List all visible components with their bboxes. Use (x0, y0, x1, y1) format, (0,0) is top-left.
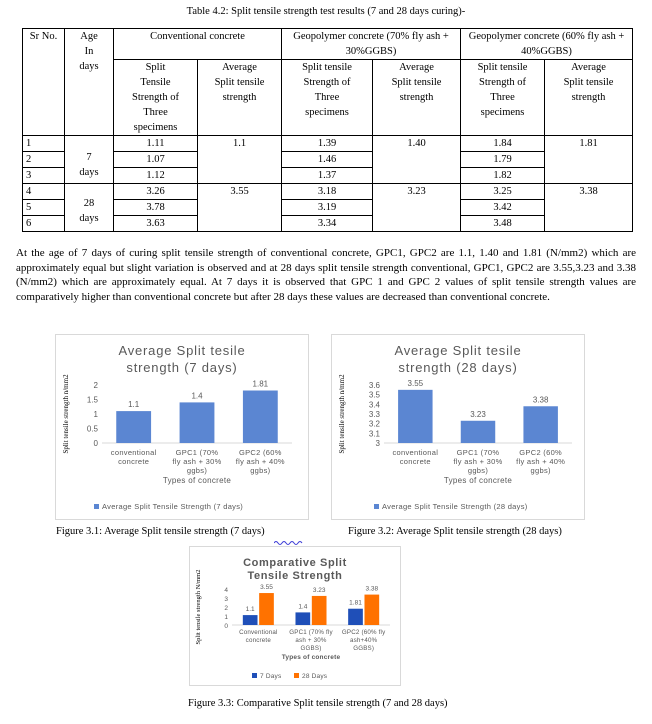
cell-gpc1: 1.39 (282, 136, 373, 152)
cell-age-28: 28 days (65, 184, 114, 232)
data-label: 3.38 (365, 585, 379, 593)
category-label: conventional (110, 448, 157, 457)
legend-entry: 28 Days (302, 673, 328, 680)
y-tick-label: 3.1 (368, 429, 380, 439)
y-tick-label: 3.3 (368, 410, 380, 419)
bar (259, 593, 274, 625)
y-axis-label: Split tensile strength n/mm2 (338, 374, 346, 454)
category-label: GPC2 (60% fly (341, 629, 386, 636)
chart-7-days-svg (56, 335, 308, 519)
bar (364, 595, 379, 625)
chart-title: Average Split tesile (394, 343, 522, 358)
table-row (23, 216, 633, 232)
category-label: GPC1 (70% fly (289, 629, 333, 636)
table-row (23, 152, 633, 168)
legend-entry: Average Split Tensile Strength (7 days) (102, 502, 244, 511)
legend-swatch (374, 504, 379, 509)
table-row (23, 184, 633, 200)
data-label: 3.38 (532, 395, 549, 405)
chart-7-days (55, 334, 309, 520)
category-label: GPC1 (70% (456, 448, 500, 457)
category-label: GPC2 (60% (519, 448, 563, 457)
y-tick-label: 2 (93, 381, 98, 390)
category-label: ggbs) (250, 466, 271, 475)
data-label: 3.23 (312, 586, 326, 594)
figure-caption-3: Figure 3.3: Comparative Split tensile strength (7 and 28 days) (188, 698, 448, 709)
cell-sr: 4 (23, 184, 65, 200)
cell-conv: 1.12 (114, 168, 198, 184)
data-label: 3.23 (470, 409, 486, 419)
chart-title: Tensile Strength (247, 570, 343, 582)
cell-avg-conv: 3.55 (198, 184, 282, 232)
data-label: 1.4 (191, 391, 203, 401)
category-label: GPC2 (60% (238, 448, 282, 457)
cell-avg-conv: 1.1 (198, 136, 282, 184)
cell-sr: 1 (23, 136, 65, 152)
bar (243, 391, 278, 443)
bar (523, 406, 557, 443)
cell-gpc2: 1.84 (461, 136, 545, 152)
y-tick-label: 3.5 (368, 390, 380, 400)
bar (243, 615, 258, 625)
cell-conv: 3.78 (114, 200, 198, 216)
results-table (22, 28, 633, 232)
bar (180, 402, 215, 443)
table-row (23, 168, 633, 184)
chart-comparative-svg (190, 547, 400, 685)
y-tick-label: 3.6 (368, 381, 380, 390)
y-tick-label: 1 (224, 614, 228, 621)
header-age: Age In days (65, 29, 114, 136)
category-label: concrete (399, 457, 431, 466)
data-label: 1.1 (128, 400, 140, 410)
cell-sr: 5 (23, 200, 65, 216)
category-label: GPC1 (70% (175, 448, 219, 457)
legend-swatch (252, 673, 257, 678)
category-label: ash+40% (349, 637, 378, 644)
y-tick-label: 3.4 (368, 400, 380, 410)
cell-sr: 2 (23, 152, 65, 168)
category-label: concrete (245, 637, 272, 644)
header-gpc1: Geopolymer concrete (70% fly ash + 30%GGBS) (282, 29, 461, 60)
cell-gpc2: 3.25 (461, 184, 545, 200)
cell-gpc1: 3.18 (282, 184, 373, 200)
legend-swatch (94, 504, 99, 509)
figure-caption-1: Figure 3.1: Average Split tensile strength (7 days) (56, 526, 265, 537)
legend-swatch (294, 673, 299, 678)
category-label: fly ash + 40% (516, 457, 566, 466)
category-label: ggbs) (530, 466, 551, 475)
y-tick-label: 1.5 (86, 395, 98, 405)
data-label: 1.81 (252, 379, 269, 389)
legend-entry: Average Split Tensile Strength (28 days) (382, 502, 528, 511)
category-label: ggbs) (186, 466, 208, 475)
cell-sr: 3 (23, 168, 65, 184)
chart-title: Comparative Split (243, 557, 347, 569)
cell-conv: 3.26 (114, 184, 198, 200)
cell-conv: 1.07 (114, 152, 198, 168)
data-label: 3.55 (260, 584, 273, 592)
y-tick-label: 4 (224, 587, 228, 594)
data-label: 1.81 (349, 599, 362, 607)
chart-title: strength (7 days) (126, 360, 238, 375)
cell-avg-gpc2: 3.38 (545, 184, 633, 232)
y-tick-label: 3 (224, 596, 228, 603)
subheader-gpc1-avg: Average Split tensile strength (373, 60, 461, 136)
bar (312, 596, 327, 625)
data-label: 1.4 (298, 603, 308, 611)
bar (398, 390, 432, 443)
table-row (23, 136, 633, 152)
category-label: ggbs) (467, 466, 489, 475)
subheader-conv-avg: Average Split tensile strength (198, 60, 282, 136)
subheader-conv-three: Split Tensile Strength of Three specimens (114, 60, 198, 136)
cell-conv: 1.11 (114, 136, 198, 152)
cell-avg-gpc1: 3.23 (373, 184, 461, 232)
bar (295, 612, 310, 625)
cell-gpc1: 3.34 (282, 216, 373, 232)
category-label: GGBS) (353, 645, 375, 652)
cell-gpc2: 1.82 (461, 168, 545, 184)
chart-28-days (331, 334, 585, 520)
header-sr: Sr No. (23, 29, 65, 136)
chart-comparative (189, 546, 401, 686)
table-caption: Table 4.2: Split tensile strength test results (7 and 28 days curing)- (186, 6, 466, 17)
header-conventional: Conventional concrete (114, 29, 282, 60)
legend-entry: 7 Days (260, 673, 282, 680)
y-tick-label: 3.2 (368, 419, 380, 429)
cell-gpc2: 3.48 (461, 216, 545, 232)
cell-conv: 3.63 (114, 216, 198, 232)
cell-avg-gpc1: 1.40 (373, 136, 461, 184)
category-label: concrete (118, 457, 150, 466)
bar (116, 411, 151, 443)
cell-age-7: 7 days (65, 136, 114, 184)
category-label: Conventional (239, 629, 278, 636)
category-label: fly ash + 30% (172, 457, 222, 466)
y-tick-label: 3 (375, 439, 380, 448)
bar (461, 421, 495, 443)
chart-title: Average Split tesile (118, 343, 246, 358)
table-row (23, 200, 633, 216)
y-tick-label: 0 (224, 623, 228, 630)
x-axis-label: Types of concrete (443, 476, 513, 485)
category-label: ash + 30% (295, 637, 327, 644)
category-label: fly ash + 40% (235, 457, 285, 466)
y-tick-label: 2 (224, 605, 228, 612)
cell-gpc2: 3.42 (461, 200, 545, 216)
cell-gpc1: 1.37 (282, 168, 373, 184)
y-axis-label: Split tensile strength n/mm2 (62, 374, 70, 454)
chart-28-days-svg (332, 335, 584, 519)
figure-caption-2: Figure 3.2: Average Split tensile strength (28 days) (348, 526, 562, 537)
subheader-gpc2-avg: Average Split tensile strength (545, 60, 633, 136)
category-label: conventional (392, 448, 439, 457)
y-axis-label: Split tensile strength N/mm2 (195, 569, 202, 645)
cell-gpc1: 3.19 (282, 200, 373, 216)
subheader-gpc2-three: Split tensile Strength of Three specimens (461, 60, 545, 136)
y-tick-label: 1 (93, 410, 98, 419)
cell-avg-gpc2: 1.81 (545, 136, 633, 184)
y-tick-label: 0 (93, 439, 98, 448)
y-tick-label: 0.5 (86, 424, 98, 434)
data-label: 1.1 (245, 606, 255, 614)
category-label: GGBS) (300, 645, 322, 652)
spellcheck-squiggle (274, 540, 304, 546)
cell-sr: 6 (23, 216, 65, 232)
data-label: 3.55 (407, 378, 424, 388)
header-gpc2: Geopolymer concrete (60% fly ash + 40%GGBS) (461, 29, 633, 60)
category-label: fly ash + 30% (453, 457, 503, 466)
x-axis-label: Types of concrete (281, 654, 341, 661)
body-paragraph: At the age of 7 days of curing split tensile strength of conventional concrete, GPC1, GPC2 are 1.1, 1.40 and 1.81 (N/mm2) which are approximately equal but slight variation is observed and at 28 days split tensile strength conventional, GPC1, GPC2 are 3.55,3.23 and 3.38 (N/mm2) which are approximately equal. At 7 days it is observed that GPC 1 and GPC 2 values of split tensile strength values are comparatively higher than conventional concrete but after 28 days these values are decreased than conventional concrete. (16, 247, 636, 303)
subheader-gpc1-three: Split tensile Strength of Three specimens (282, 60, 373, 136)
bar (348, 609, 363, 625)
chart-title: strength (28 days) (398, 360, 518, 375)
x-axis-label: Types of concrete (162, 476, 232, 485)
cell-gpc1: 1.46 (282, 152, 373, 168)
cell-gpc2: 1.79 (461, 152, 545, 168)
